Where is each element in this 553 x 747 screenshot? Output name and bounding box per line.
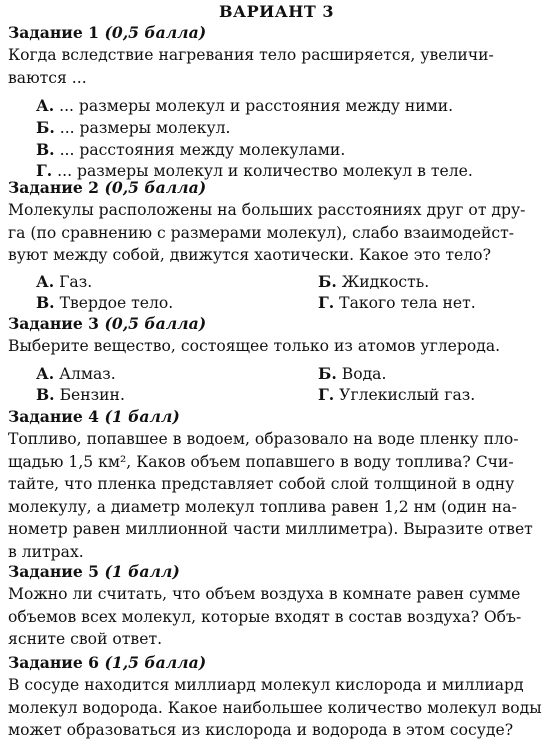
task-5 xyxy=(8,561,545,651)
task-text-line: молекул водорода. Какое наибольшее количество молекул воды xyxy=(8,698,542,717)
answer-row xyxy=(8,363,545,385)
option-letter: В. xyxy=(36,293,55,313)
answer-row xyxy=(8,271,545,293)
task-points: (1 балл) xyxy=(104,562,180,581)
option-letter: Б. xyxy=(36,117,55,137)
task-text-line: может образоваться из кислорода и водорода в этом сосуде? xyxy=(8,721,514,739)
task-text-line: нометр равен миллионной части миллиметра). Выразите ответ xyxy=(8,520,533,538)
task-2 xyxy=(8,177,545,314)
answer-option-b xyxy=(318,271,429,293)
task-5-heading xyxy=(8,561,545,583)
task-2-heading xyxy=(8,177,545,199)
answer-option-a xyxy=(8,363,318,385)
task-1-heading xyxy=(8,22,545,44)
answer-option-a xyxy=(8,271,318,293)
option-letter: Б. xyxy=(318,271,337,291)
task-4 xyxy=(8,406,545,563)
option-text: Бензин. xyxy=(59,386,125,405)
task-1 xyxy=(8,22,545,182)
answer-option-a xyxy=(8,95,545,117)
task-text-line: в литрах. xyxy=(8,542,84,561)
task-title: Задание 2 xyxy=(8,178,100,197)
option-letter: Б. xyxy=(318,363,337,383)
answer-option-g xyxy=(318,292,476,314)
task-3-heading xyxy=(8,313,545,335)
task-points: (1 балл) xyxy=(104,407,180,426)
answer-option-b xyxy=(318,363,386,385)
option-text: ... расстояния между молекулами. xyxy=(59,140,346,159)
task-text-line: молекулу, а диаметр молекул топлива равен 1,2 нм (один на- xyxy=(8,497,517,516)
task-text-line: Топливо, попавшее в водоем, образовало на воде пленку пло- xyxy=(8,430,519,448)
option-letter: А. xyxy=(36,271,55,291)
option-letter: Г. xyxy=(318,385,335,405)
option-letter: В. xyxy=(36,139,55,159)
option-letter: Г. xyxy=(36,161,53,181)
answer-row xyxy=(8,384,545,406)
answer-option-v xyxy=(8,292,318,314)
task-points: (1,5 балла) xyxy=(104,653,207,672)
task-3 xyxy=(8,313,545,406)
option-text: Жидкость. xyxy=(341,272,430,291)
task-title: Задание 3 xyxy=(8,314,100,333)
task-title: Задание 5 xyxy=(8,562,100,581)
option-text: ... размеры молекул и количество молекул в теле. xyxy=(57,162,473,181)
option-letter: А. xyxy=(36,96,55,115)
option-text: Алмаз. xyxy=(59,364,116,383)
answer-row xyxy=(8,292,545,314)
option-text: Углекислый газ. xyxy=(339,386,476,405)
task-points: (0,5 балла) xyxy=(104,314,207,333)
task-text-line: Выберите вещество, состоящее только из атомов углерода. xyxy=(8,337,501,355)
answer-option-v xyxy=(8,139,545,161)
task-6-heading xyxy=(8,652,545,674)
task-6 xyxy=(8,652,545,742)
task-text-line: ясните свой ответ. xyxy=(8,630,163,648)
task-title: Задание 6 xyxy=(8,653,100,672)
answer-option-g xyxy=(318,384,475,406)
answer-option-v xyxy=(8,384,318,406)
option-text: ... размеры молекул и расстояния между ними. xyxy=(59,97,454,115)
task-text-line: объемов всех молекул, которые входят в состав воздуха? Объ- xyxy=(8,607,522,626)
option-text: ... размеры молекул. xyxy=(59,118,231,137)
task-text-line: Когда вследствие нагревания тело расширяется, увеличи- xyxy=(8,46,494,64)
task-text-line: га (по сравнению с размерами молекул), слабо взаимодейст- xyxy=(8,223,515,242)
task-points: (0,5 балла) xyxy=(104,23,207,42)
task-text-line: Можно ли считать, что объем воздуха в комнате равен сумме xyxy=(8,585,521,603)
option-letter: В. xyxy=(36,385,55,405)
variant-heading: ВАРИАНТ 3 xyxy=(219,2,334,21)
answer-option-b xyxy=(8,117,545,139)
task-text-line: тайте, что пленка представляет собой слой толщиной в одну xyxy=(8,475,515,493)
task-text-line: ваются ... xyxy=(8,68,87,87)
option-text: Твердое тело. xyxy=(59,294,174,313)
task-title: Задание 4 xyxy=(8,407,100,426)
task-4-heading xyxy=(8,406,545,428)
task-text-line: В сосуде находится миллиард молекул кислорода и миллиард xyxy=(8,676,524,694)
task-title: Задание 1 xyxy=(8,23,100,42)
option-text: Газ. xyxy=(59,272,93,291)
task-points: (0,5 балла) xyxy=(104,178,207,197)
option-text: Вода. xyxy=(341,364,387,383)
task-text-line: щадью 1,5 км², Каков объем попавшего в воду топлива? Счи- xyxy=(8,452,514,471)
task-text-line: вуют между собой, движутся хаотически. Какое это тело? xyxy=(8,246,491,264)
option-text: Такого тела нет. xyxy=(339,294,476,313)
option-letter: А. xyxy=(36,363,55,383)
task-text-line: Молекулы расположены на больших расстояниях друг от дру- xyxy=(8,201,526,219)
option-letter: Г. xyxy=(318,293,335,313)
